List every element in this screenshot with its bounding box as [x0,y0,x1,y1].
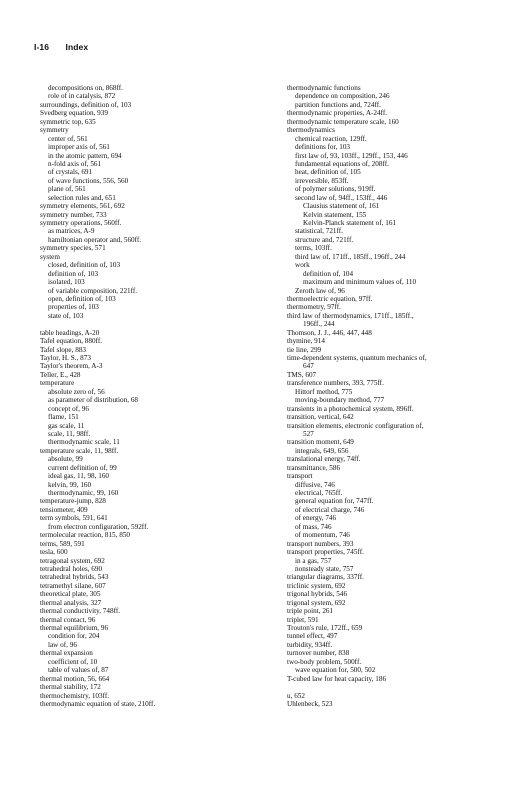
index-entry: thermal expansion [40,649,93,658]
index-subentry: maximum and minimum values of, 110 [303,278,417,287]
index-subentry: third law of, 171ff., 185ff., 196ff., 244 [295,252,406,261]
index-entry: TMS, 607 [287,370,317,379]
index-entry: transport numbers, 393 [287,539,354,548]
index-subentry: n-fold axis of, 561 [48,159,102,168]
index-entry: Teller, E., 428 [40,370,81,379]
index-entry: symmetry species, 571 [40,244,106,253]
index-subentry: kelvin, 99, 160 [48,480,92,489]
index-entry: symmetric top, 635 [40,117,96,126]
index-entry: two-body problem, 500ff. [287,657,362,666]
index-subentry: in the atomic pattern, 694 [48,151,122,160]
index-subentry: table of values of, 87 [48,666,109,675]
index-subentry: absolute, 99 [48,455,83,464]
index-subentry: hamiltonian operator and, 560ff. [48,235,142,244]
index-subentry: scale, 11, 98ff. [48,429,91,438]
index-entry: term symbols, 591, 641 [40,514,108,523]
index-entry: tesla, 600 [40,548,68,557]
index-subentry: 527 [303,429,314,438]
page-header [34,42,88,52]
index-entry: tie line, 299 [287,345,322,354]
index-entry: u, 652 [287,691,305,700]
index-subentry: wave equation for, 500, 502 [295,666,376,675]
index-subentry: statistical, 721ff. [295,227,343,236]
index-subentry: role of in catalysis, 872 [48,92,116,101]
index-subentry: definition of, 104 [303,269,354,278]
index-entry: thermodynamic temperature scale, 160 [287,117,399,126]
index-entry: triple point, 261 [287,607,334,616]
index-subentry: flame, 151 [48,413,79,422]
index-entry: third law of thermodynamics, 171ff., 185ff., [287,311,414,320]
index-subentry: Hittorf method, 775 [295,387,353,396]
index-subentry: gas scale, 11 [48,421,85,430]
index-subentry: nonsteady state, 757 [295,564,354,573]
index-column-left [40,84,270,708]
index-entry: symmetry number, 733 [40,210,107,219]
index-subentry: terms, 103ff. [295,244,332,253]
index-entry: turnover number, 838 [287,649,350,658]
index-entry: tetramethyl silane, 607 [40,581,106,590]
index-entry: Thomson, J. J., 446, 447, 448 [287,328,372,337]
index-subentry: dependence on composition, 246 [295,92,390,101]
index-entry: symmetry [40,126,69,135]
index-subentry: of polymer solutions, 919ff. [295,185,376,194]
index-column-right [287,84,507,708]
index-subentry: state of, 103 [48,311,84,320]
index-subentry: partition functions and, 724ff. [295,100,381,109]
index-subentry: of electrical charge, 746 [295,505,365,514]
index-entry: transport [287,472,313,481]
index-entry: thermal motion, 56, 664 [40,674,110,683]
index-subentry: 647 [303,362,314,371]
index-subentry: of crystals, 691 [48,168,93,177]
index-entry: thermodynamic properties, A-24ff. [287,109,388,118]
index-subentry: properties of, 103 [48,303,99,312]
index-entry: T-cubed law for heat capacity, 186 [287,674,387,683]
index-entry: Trouton's rule, 172ff., 659 [287,624,363,632]
index-subentry: of wave functions, 556, 560 [48,176,129,185]
index-subentry: Kelvin-Planck statement of, 161 [303,219,397,227]
index-entry: turbidity, 934ff. [287,640,333,649]
index-entry: thermoelectric equation, 97ff. [287,294,373,303]
section-title: Index [65,42,89,52]
index-subentry: irreversible, 853ff. [295,176,349,185]
index-subentry: Clausius statement of, 161 [303,202,380,211]
index-subentry: heat, definition of, 105 [295,168,361,177]
index-subentry: Zeroth law of, 96 [295,286,345,295]
index-entry: table headings, A-20 [40,328,100,337]
index-subentry: from electron configuration, 592ff. [48,522,149,531]
index-entry: system [40,252,60,261]
index-entry: thymine, 914 [287,337,325,346]
index-subentry: thermodynamic, 99, 160 [48,489,119,497]
index-subentry: in a gas, 757 [295,556,332,565]
entry-gap [40,320,270,328]
index-subentry: definition of, 103 [48,269,99,278]
index-subentry: thermodynamic scale, 11 [48,438,120,447]
index-subentry: ideal gas, 11, 98, 160 [48,472,110,481]
index-entry: thermal contact, 96 [40,615,96,624]
index-entry: tetrahedral holes, 690 [40,564,103,573]
index-entry: time-dependent systems, quantum mechanics of, [287,354,427,362]
index-entry: triangular diagrams, 337ff. [287,573,364,582]
index-subentry: open, definition of, 103 [48,294,116,303]
index-subentry: second law of, 94ff., 153ff., 446 [295,193,388,202]
index-entry: symmetry operations, 560ff. [40,219,122,227]
index-entry: termolecular reaction, 815, 850 [40,531,131,540]
index-entry: Svedberg equation, 939 [40,109,108,118]
index-subentry: diffusive, 746 [295,480,335,489]
index-subentry: electrical, 765ff. [295,489,343,497]
index-subentry: selection rules and, 651 [48,193,116,202]
index-entry: transients in a photochemical system, 896ff. [287,404,414,413]
index-entry: symmetry elements, 561, 692 [40,202,125,211]
index-entry: transition, vertical, 642 [287,413,354,422]
index-subentry: decompositions on, 868ff. [48,84,123,92]
index-entry: thermal conductivity, 748ff. [40,607,121,616]
index-entry: temperature-jump, 828 [40,497,106,506]
index-subentry: fundamental equations of, 208ff. [295,159,389,168]
index-entry: transport properties, 745ff. [287,548,364,557]
index-entry: thermodynamic equation of state, 210ff. [40,699,156,708]
index-entry: thermochemistry, 103ff. [40,691,110,700]
index-entry: trigonal system, 692 [287,598,346,607]
index-entry: surroundings, definition of, 103 [40,100,132,109]
index-entry: thermal analysis, 327 [40,598,102,607]
index-subentry: work [295,261,310,270]
index-entry: tensiometer, 409 [40,505,88,514]
index-entry: Tafel equation, 880ff. [40,337,103,346]
index-subentry: first law of, 93, 103ff., 129ff., 153, 446 [295,151,408,160]
index-subentry: 196ff., 244 [303,320,335,329]
index-subentry: of variable composition, 221ff. [48,286,138,295]
index-entry: transference numbers, 393, 775ff. [287,379,384,388]
index-entry: thermodynamic functions [287,84,361,92]
index-subentry: absolute zero of, 56 [48,387,105,396]
index-subentry: of energy, 746 [295,514,337,523]
index-entry: triplet, 591 [287,615,319,624]
index-subentry: closed, definition of, 103 [48,261,121,270]
index-entry: thermodynamics [287,126,335,135]
index-subentry: moving-boundary method, 777 [295,396,385,405]
index-subentry: concept of, 96 [48,404,89,413]
index-subentry: definitions for, 103 [295,143,351,152]
index-subentry: isolated, 103 [48,278,85,287]
index-entry: temperature [40,379,75,388]
page-number: I-16 [34,42,50,52]
index-subentry: structure and, 721ff. [295,235,354,244]
index-entry: temperature scale, 11, 98ff. [40,446,119,455]
index-entry: transition moment, 649 [287,438,354,447]
index-subentry: condition for, 204 [48,632,100,641]
index-entry: thermal stability, 172 [40,683,101,692]
index-subentry: law of, 96 [48,640,77,649]
index-entry: translational energy, 74ff. [287,455,361,464]
index-entry: Uhlenbeck, 523 [287,699,333,708]
index-entry: tetragonal system, 692 [40,556,105,565]
index-entry: thermometry, 97ff. [287,303,341,312]
index-subentry: of momentum, 746 [295,531,350,540]
index-subentry: center of, 561 [48,134,88,143]
index-subentry: as matrices, A-9 [48,227,95,236]
index-subentry: general equation for, 747ff. [295,497,374,506]
index-entry: triclinic system, 692 [287,581,346,590]
entry-gap [287,683,507,691]
index-entry: Taylor's theorem, A-3 [40,362,103,371]
index-entry: Tafel slope, 883 [40,345,87,354]
index-subentry: of mass, 746 [295,522,332,531]
index-entry: thermal equilibrium, 96 [40,624,109,632]
index-entry: terms, 589, 591 [40,539,85,548]
index-entry: tetrahedral hybrids, 543 [40,573,109,582]
index-entry: Taylor, H. S., 873 [40,354,91,362]
index-entry: trigonal hybrids, 546 [287,590,348,599]
index-entry: tunnel effect, 497 [287,632,338,641]
index-entry: theoretical plate, 305 [40,590,101,599]
index-subentry: coefficient of, 10 [48,657,98,666]
index-subentry: plane of, 561 [48,185,86,194]
index-subentry: integrals, 649, 656 [295,446,349,455]
index-subentry: as parameter of distribution, 68 [48,396,139,405]
index-entry: transition elements, electronic configuration of, [287,421,424,430]
index-subentry: Kelvin statement, 155 [303,210,367,219]
index-subentry: chemical reaction, 129ff. [295,134,367,143]
index-subentry: improper axis of, 561 [48,143,110,152]
index-subentry: current definition of, 99 [48,463,117,472]
index-entry: transmittance, 586 [287,463,341,472]
